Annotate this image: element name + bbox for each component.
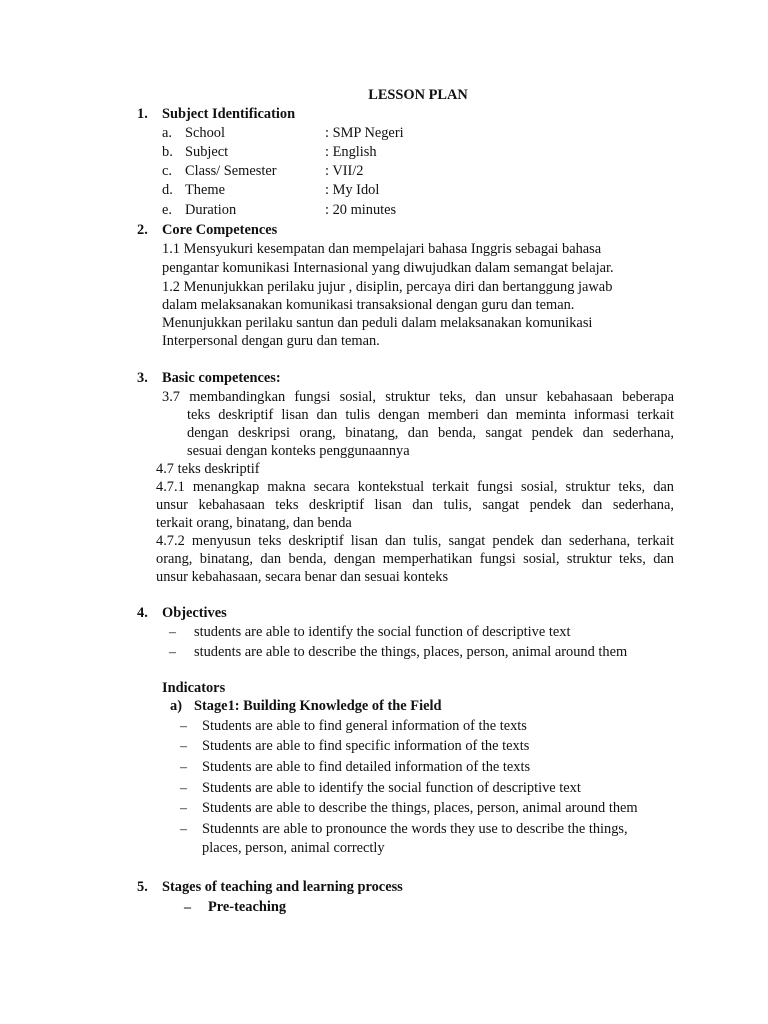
pre-teaching-heading: Pre-teaching — [208, 899, 287, 915]
basic-competence-line: 3.7 membandingkan fungsi sosial, struktur teks, dan unsur kebahasaan beberapa — [162, 389, 674, 405]
section-5-number: 5. — [137, 879, 148, 895]
basic-competence-line: sesuai dengan konteks penggunaannya — [187, 443, 410, 459]
id-row-letter: e. — [162, 202, 172, 218]
section-3-number: 3. — [137, 370, 148, 386]
dash-bullet: – — [169, 625, 176, 640]
id-row-letter: a. — [162, 125, 172, 141]
indicator-item: Studennts are able to pronounce the words they use to describe the things, — [202, 821, 628, 837]
section-5-heading: Stages of teaching and learning process — [162, 879, 403, 895]
core-competence-line: 1.2 Menunjukkan perilaku jujur , disiplin, percaya diri dan bertanggung jawab — [162, 279, 613, 295]
id-row-label: Class/ Semester — [185, 163, 277, 179]
basic-competence-line: terkait orang, binatang, dan benda — [156, 515, 352, 531]
section-1-heading: Subject Identification — [162, 106, 296, 122]
id-row-value: : VII/2 — [325, 163, 364, 179]
id-row-value: : SMP Negeri — [325, 125, 404, 141]
section-3-heading: Basic competences: — [162, 370, 281, 386]
core-competence-line: 1.1 Mensyukuri kesempatan dan mempelajari bahasa Inggris sebagai bahasa — [162, 241, 602, 257]
dash-bullet: – — [180, 822, 187, 837]
objective-item: students are able to describe the things, places, person, animal around them — [194, 644, 628, 660]
section-4-heading: Objectives — [162, 605, 227, 621]
basic-competence-line: unsur kebahasaan, secara benar dan sesuai konteks — [156, 569, 449, 585]
id-row-label: Duration — [185, 202, 237, 218]
id-row-value: : 20 minutes — [325, 202, 397, 218]
basic-competence-line: dengan deskripsi orang, binatang, dan benda, sangat pendek dan sederhana, — [187, 425, 674, 441]
core-competence-line: pengantar komunikasi Internasional yang diwujudkan dalam semangat belajar. — [162, 260, 614, 276]
dash-bullet: – — [180, 719, 187, 734]
id-row-value: : My Idol — [325, 182, 380, 198]
basic-competence-line: 4.7.2 menyusun teks deskriptif lisan dan tulis, sangat pendek dan sederhana, terkait — [156, 533, 674, 549]
dash-bullet: – — [180, 739, 187, 754]
core-competence-line: dalam melaksanakan komunikasi transaksional dengan guru dan teman. — [162, 297, 575, 313]
core-competence-line: Interpersonal dengan guru dan teman. — [162, 333, 380, 349]
dash-bullet: – — [180, 760, 187, 775]
dash-bullet: – — [180, 781, 187, 796]
id-row-value: : English — [325, 144, 377, 160]
id-row-letter: c. — [162, 163, 172, 179]
indicator-item: Students are able to find general information of the texts — [202, 718, 527, 734]
basic-competence-line: 4.7 teks deskriptif — [156, 461, 260, 477]
id-row-letter: d. — [162, 182, 173, 198]
id-row-letter: b. — [162, 144, 173, 160]
objective-item: students are able to identify the social function of descriptive text — [194, 624, 571, 640]
dash-bullet: – — [184, 900, 191, 915]
id-row-label: School — [185, 125, 225, 141]
basic-competence-line: unsur kebahasaan teks deskriptif lisan dan tulis, sangat pendek dan sederhana, — [156, 497, 674, 513]
stage-letter: a) — [170, 698, 182, 714]
basic-competence-line: 4.7.1 menangkap makna secara kontekstual terkait fungsi sosial, struktur teks, dan — [156, 479, 674, 495]
indicators-heading: Indicators — [162, 680, 226, 696]
section-1-number: 1. — [137, 106, 148, 122]
section-4-number: 4. — [137, 605, 148, 621]
section-2-heading: Core Competences — [162, 222, 278, 238]
indicator-item: Students are able to identify the social function of descriptive text — [202, 780, 581, 796]
id-row-label: Subject — [185, 144, 229, 160]
indicator-item: Students are able to describe the things, places, person, animal around them — [202, 800, 638, 816]
id-row-label: Theme — [185, 182, 225, 198]
core-competence-line: Menunjukkan perilaku santun dan peduli dalam melaksanakan komunikasi — [162, 315, 593, 331]
basic-competence-line: teks deskriptif lisan dan tulis dengan memberi dan meminta informasi terkait — [187, 407, 674, 423]
basic-competence-line: orang, binatang, dan benda, dengan memperhatikan fungsi sosial, struktur teks, dan — [156, 551, 674, 567]
section-2-number: 2. — [137, 222, 148, 238]
dash-bullet: – — [169, 645, 176, 660]
lesson-plan-title: LESSON PLAN — [368, 87, 468, 103]
dash-bullet: – — [180, 801, 187, 816]
stage-heading: Stage1: Building Knowledge of the Field — [194, 698, 442, 714]
indicator-item: Students are able to find specific information of the texts — [202, 738, 530, 754]
indicator-item: Students are able to find detailed information of the texts — [202, 759, 531, 775]
indicator-item-continuation: places, person, animal correctly — [202, 840, 385, 856]
